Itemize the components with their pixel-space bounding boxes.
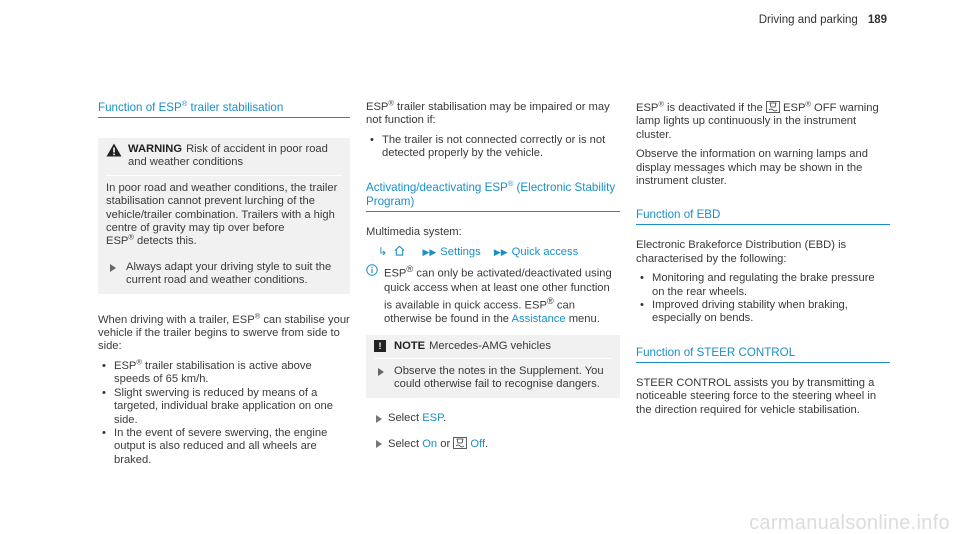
section-title-activating-esp: Activating/deactivating ESP® (Electronic Stability Program) xyxy=(366,181,620,212)
step-arrow-icon xyxy=(378,368,384,376)
list-item: • Improved driving stability when braking, especially on bends. xyxy=(636,299,890,326)
off-option[interactable]: Off xyxy=(470,438,486,451)
impaired-bullets xyxy=(366,134,620,161)
step-arrow-icon xyxy=(376,440,382,448)
home-icon[interactable] xyxy=(394,245,405,256)
info-note: ESP® can only be activated/deactivated using quick access when at least one other function is available in quick access. ESP® can otherwise be found in the Assistance menu. xyxy=(366,263,620,326)
column-2 xyxy=(366,98,620,452)
double-chevron-icon: ▶▶ xyxy=(422,247,437,258)
warning-triangle-icon xyxy=(106,143,122,157)
list-item: • ESP® trailer stabilisation is active above speeds of 65 km/h. xyxy=(98,360,350,387)
section-title-steer-control: Function of STEER CONTROL xyxy=(636,346,890,363)
warning-label: WARNING xyxy=(128,143,183,155)
note-head-text: Mercedes-AMG vehicles xyxy=(429,339,551,352)
esp-off-icon xyxy=(453,437,467,449)
ebd-paragraph: Electronic Brakeforce Distribution (EBD) is characterised by the following: xyxy=(636,239,847,265)
column-3 xyxy=(636,101,890,423)
nav-quick-access[interactable]: Quick access xyxy=(511,246,579,259)
warning-step: Always adapt your driving style to suit the current road and weather conditions. xyxy=(106,261,342,288)
info-icon xyxy=(366,264,378,276)
note-step: Observe the notes in the Supplement. You could otherwise fail to recognise dangers. xyxy=(374,365,612,392)
list-item: • Monitoring and regulating the brake pressure on the rear wheels. xyxy=(636,272,890,299)
step-arrow-icon xyxy=(376,415,382,423)
list-item: • In the event of severe swerving, the engine output is also reduced and all wheels are braked. xyxy=(98,427,350,467)
esp-option[interactable]: ESP xyxy=(422,411,444,424)
note-box xyxy=(366,335,620,398)
section-title-ebd: Function of EBD xyxy=(636,208,890,225)
section-title-esp-trailer: Function of ESP® trailer stabilisation xyxy=(98,101,350,118)
nav-settings[interactable]: Settings xyxy=(440,246,481,259)
deactivated-paragraph: ESP® is deactivated if the ESP® OFF warning lamp lights up continuously in the instrument cluster. xyxy=(636,99,879,141)
return-arrow-icon: ↳ xyxy=(378,246,388,259)
list-item: • Slight swerving is reduced by means of a targeted, individual brake application on one side. xyxy=(98,387,350,427)
warning-body: In poor road and weather conditions, the trailer stabilisation cannot prevent lurching of the vehicle/trailer combination. Trailers with a high centre of gravity may tip over before xyxy=(106,181,338,235)
navigation-path xyxy=(366,245,620,259)
warning-box: WARNING Risk of accident in poor road and weather conditions In poor road and weather conditions, the trailer stabilisation cannot prevent lurching of the vehicle/trailer combination. Trailers with a high centre of gravity may tip over before ESP® detects this. Always adapt your driving style to suit the current road and weather conditions. xyxy=(98,138,350,294)
page-header xyxy=(759,14,887,27)
section-name: Driving and parking xyxy=(758,14,858,26)
note-label: NOTE xyxy=(394,339,426,352)
esp-off-icon xyxy=(766,101,780,113)
ebd-bullets xyxy=(636,272,890,326)
step-select-on-off: Select On or Off. xyxy=(366,437,620,451)
assistance-link[interactable]: Assistance xyxy=(511,313,566,326)
watermark: carmanualsonline.info xyxy=(749,511,950,534)
steer-paragraph: STEER CONTROL assists you by transmitting a noticeable steering force to the steering wheel in the direction required for vehicle stabilisation. xyxy=(636,376,877,416)
observe-paragraph: Observe the information on warning lamps and display messages which may be shown in the instrument cluster. xyxy=(636,148,868,188)
double-chevron-icon: ▶▶ xyxy=(493,247,508,258)
warning-head-text: Risk of accident in poor road and weather conditions xyxy=(128,143,328,169)
step-arrow-icon xyxy=(110,264,116,272)
trailer-bullets xyxy=(98,357,350,467)
exclamation-icon: ! xyxy=(374,340,386,352)
column-1 xyxy=(98,101,350,473)
on-option[interactable]: On xyxy=(422,438,438,451)
trailer-paragraph: When driving with a trailer, ESP® can stabilise your vehicle if the trailer begins to swerve from side to side: xyxy=(98,310,350,353)
impaired-paragraph: ESP® trailer stabilisation may be impaired or may not function if: xyxy=(366,98,610,127)
list-item: • The trailer is not connected correctly or is not detected properly by the vehicle. xyxy=(366,134,620,161)
step-select-esp: Select ESP. xyxy=(366,412,620,425)
page-number: 189 xyxy=(867,14,887,26)
multimedia-label: Multimedia system: xyxy=(366,225,462,238)
